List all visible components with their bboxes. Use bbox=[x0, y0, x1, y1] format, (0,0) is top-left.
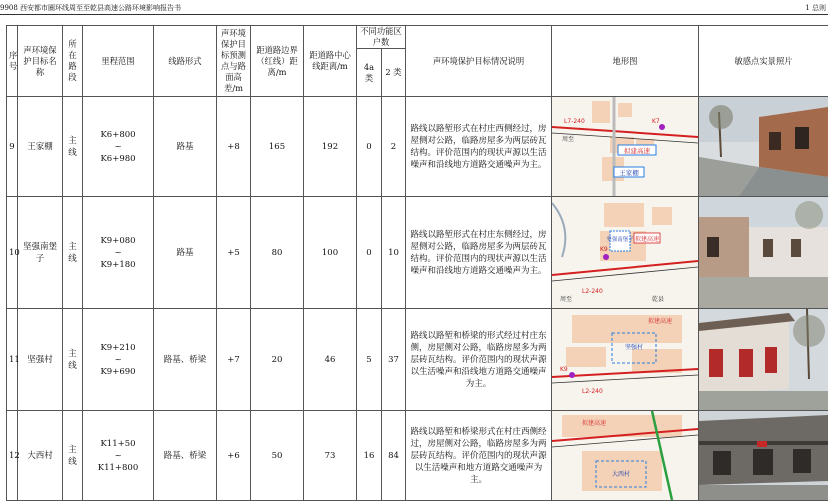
mileage-from: K6+800 bbox=[100, 129, 136, 140]
col-name: 声环境保护目标名称 bbox=[18, 26, 63, 97]
col-form: 线路形式 bbox=[154, 26, 217, 97]
mileage-to: K9+180 bbox=[100, 259, 136, 270]
map-label: L7-240 bbox=[564, 118, 585, 125]
row-center: 192 bbox=[304, 97, 357, 197]
row-seq: 9 bbox=[7, 97, 18, 197]
row-road: 主线 bbox=[63, 97, 83, 197]
mileage-from: K9+210 bbox=[100, 342, 136, 353]
terrain-map bbox=[552, 97, 699, 197]
col-road: 所在路段 bbox=[63, 26, 83, 97]
site-photo bbox=[699, 97, 828, 197]
terrain-map bbox=[552, 411, 699, 501]
row-zone-4a: 0 bbox=[357, 197, 382, 309]
row-mileage bbox=[83, 97, 154, 197]
row-description: 路线以路堑形式在村庄东侧经过，房屋侧对公路，临路房屋多为两层砖瓦结构。评价范围内的现状声源以生活噪声和沿线地方道路交通噪声为主。 bbox=[406, 197, 552, 309]
terrain-map-image bbox=[552, 197, 698, 308]
row-seq: 10 bbox=[7, 197, 18, 309]
map-label: 拟建高速 bbox=[582, 420, 607, 427]
mileage-from: K9+080 bbox=[100, 235, 136, 246]
table-row bbox=[7, 411, 828, 501]
row-mileage bbox=[83, 309, 154, 411]
col-center: 距道路中心线距离/m bbox=[304, 26, 357, 97]
table-row bbox=[7, 197, 828, 309]
col-seq: 序号 bbox=[7, 26, 18, 97]
site-photo bbox=[699, 309, 828, 411]
mileage-to: K9+690 bbox=[100, 366, 136, 377]
row-height: +8 bbox=[217, 97, 251, 197]
col-redline: 距道路边界（红线）距离/m bbox=[251, 26, 304, 97]
header-rule bbox=[0, 14, 828, 15]
row-mileage bbox=[83, 197, 154, 309]
terrain-map bbox=[552, 197, 699, 309]
site-photo-image bbox=[699, 97, 828, 196]
terrain-map-image bbox=[552, 411, 698, 500]
row-form: 路基、桥梁 bbox=[154, 309, 217, 411]
mileage-tilde: ~ bbox=[114, 354, 122, 365]
row-road: 主线 bbox=[63, 411, 83, 501]
header-row-1 bbox=[7, 26, 828, 49]
document-title: 9908 西安都市圈环线周至至乾县高速公路环境影响报告书 bbox=[0, 4, 182, 12]
col-zone-4a: 4a 类 bbox=[357, 49, 382, 97]
page-header bbox=[0, 0, 828, 16]
map-label: 拟建高速 bbox=[648, 318, 673, 325]
col-terrain: 地形图 bbox=[552, 26, 699, 97]
row-zone-4a: 16 bbox=[357, 411, 382, 501]
row-form: 路基 bbox=[154, 97, 217, 197]
site-photo bbox=[699, 197, 828, 309]
mileage-to: K11+800 bbox=[97, 462, 139, 473]
row-redline: 165 bbox=[251, 97, 304, 197]
row-zone-2: 37 bbox=[382, 309, 406, 411]
chapter-label: 1 总则 bbox=[805, 4, 826, 12]
map-label: 周至 bbox=[560, 296, 573, 303]
col-zone-2: 2 类 bbox=[382, 49, 406, 97]
row-redline: 50 bbox=[251, 411, 304, 501]
row-description: 路线以路堑和桥梁的形式经过村庄东侧，房屋侧对公路，临路房屋多为两层砖瓦结构。评价范围内的现状声源以生活噪声和沿线地方道路交通噪声为主。 bbox=[406, 309, 552, 411]
map-label: L2-240 bbox=[582, 288, 603, 295]
row-zone-2: 10 bbox=[382, 197, 406, 309]
site-photo-image bbox=[699, 309, 828, 410]
col-photo: 敏感点实景照片 bbox=[699, 26, 828, 97]
row-zone-4a: 5 bbox=[357, 309, 382, 411]
row-seq: 11 bbox=[7, 309, 18, 411]
site-photo-image bbox=[699, 197, 828, 308]
row-name: 坚强南堡子 bbox=[18, 197, 63, 309]
row-name: 大西村 bbox=[18, 411, 63, 501]
site-photo bbox=[699, 411, 828, 501]
row-redline: 20 bbox=[251, 309, 304, 411]
terrain-map-image bbox=[552, 309, 698, 410]
mileage-to: K6+980 bbox=[100, 153, 136, 164]
mileage-tilde: ~ bbox=[114, 141, 122, 152]
row-description: 路线以路堑形式在村庄西侧经过，房屋侧对公路，临路房屋多为两层砖瓦结构。评价范围内的现状声源以生活噪声和沿线地方道路交通噪声为主。 bbox=[406, 97, 552, 197]
terrain-map bbox=[552, 309, 699, 411]
row-mileage bbox=[83, 411, 154, 501]
row-seq: 12 bbox=[7, 411, 18, 501]
site-photo-image bbox=[699, 411, 828, 500]
map-label: 大西村 bbox=[611, 471, 631, 478]
row-road: 主线 bbox=[63, 197, 83, 309]
col-height: 声环境保护目标预测点与路面高差/m bbox=[217, 26, 251, 97]
row-description: 路线以路堑和桥梁形式在村庄西侧经过，房屋侧对公路，临路房屋多为两层砖瓦结构。评价范围内的现状声源以生活噪声和地方道路交通噪声为主。 bbox=[406, 411, 552, 501]
row-name: 坚强村 bbox=[18, 309, 63, 411]
col-zone-group: 不同功能区户数 bbox=[357, 26, 406, 49]
map-label: 坚强南堡子 bbox=[606, 237, 634, 243]
map-label: 拟建高速 bbox=[634, 236, 660, 243]
row-height: +7 bbox=[217, 309, 251, 411]
row-form: 路基 bbox=[154, 197, 217, 309]
map-label: 王家棚 bbox=[619, 169, 639, 177]
col-description: 声环境保护目标情况说明 bbox=[406, 26, 552, 97]
map-label: 周至 bbox=[562, 136, 575, 143]
sensitive-points-table bbox=[6, 25, 828, 501]
table-row bbox=[7, 97, 828, 197]
row-redline: 80 bbox=[251, 197, 304, 309]
row-zone-2: 2 bbox=[382, 97, 406, 197]
row-center: 46 bbox=[304, 309, 357, 411]
row-form: 路基、桥梁 bbox=[154, 411, 217, 501]
row-name: 王家棚 bbox=[18, 97, 63, 197]
terrain-map-image bbox=[552, 97, 698, 196]
map-label: K9 bbox=[560, 366, 568, 373]
mileage-tilde: ~ bbox=[114, 450, 122, 461]
map-label: K7 bbox=[652, 118, 660, 125]
row-height: +6 bbox=[217, 411, 251, 501]
mileage-tilde: ~ bbox=[114, 247, 122, 258]
row-center: 73 bbox=[304, 411, 357, 501]
row-road: 主线 bbox=[63, 309, 83, 411]
row-height: +5 bbox=[217, 197, 251, 309]
row-zone-2: 84 bbox=[382, 411, 406, 501]
col-mileage: 里程范围 bbox=[83, 26, 154, 97]
row-zone-4a: 0 bbox=[357, 97, 382, 197]
mileage-from: K11+50 bbox=[100, 438, 136, 449]
map-label: K9 bbox=[600, 246, 608, 253]
map-label: 乾县 bbox=[652, 296, 665, 303]
table-row bbox=[7, 309, 828, 411]
map-label: 坚强村 bbox=[624, 344, 644, 351]
row-center: 100 bbox=[304, 197, 357, 309]
map-label: 拟建高速 bbox=[624, 147, 650, 155]
map-label: L2-240 bbox=[582, 388, 603, 395]
